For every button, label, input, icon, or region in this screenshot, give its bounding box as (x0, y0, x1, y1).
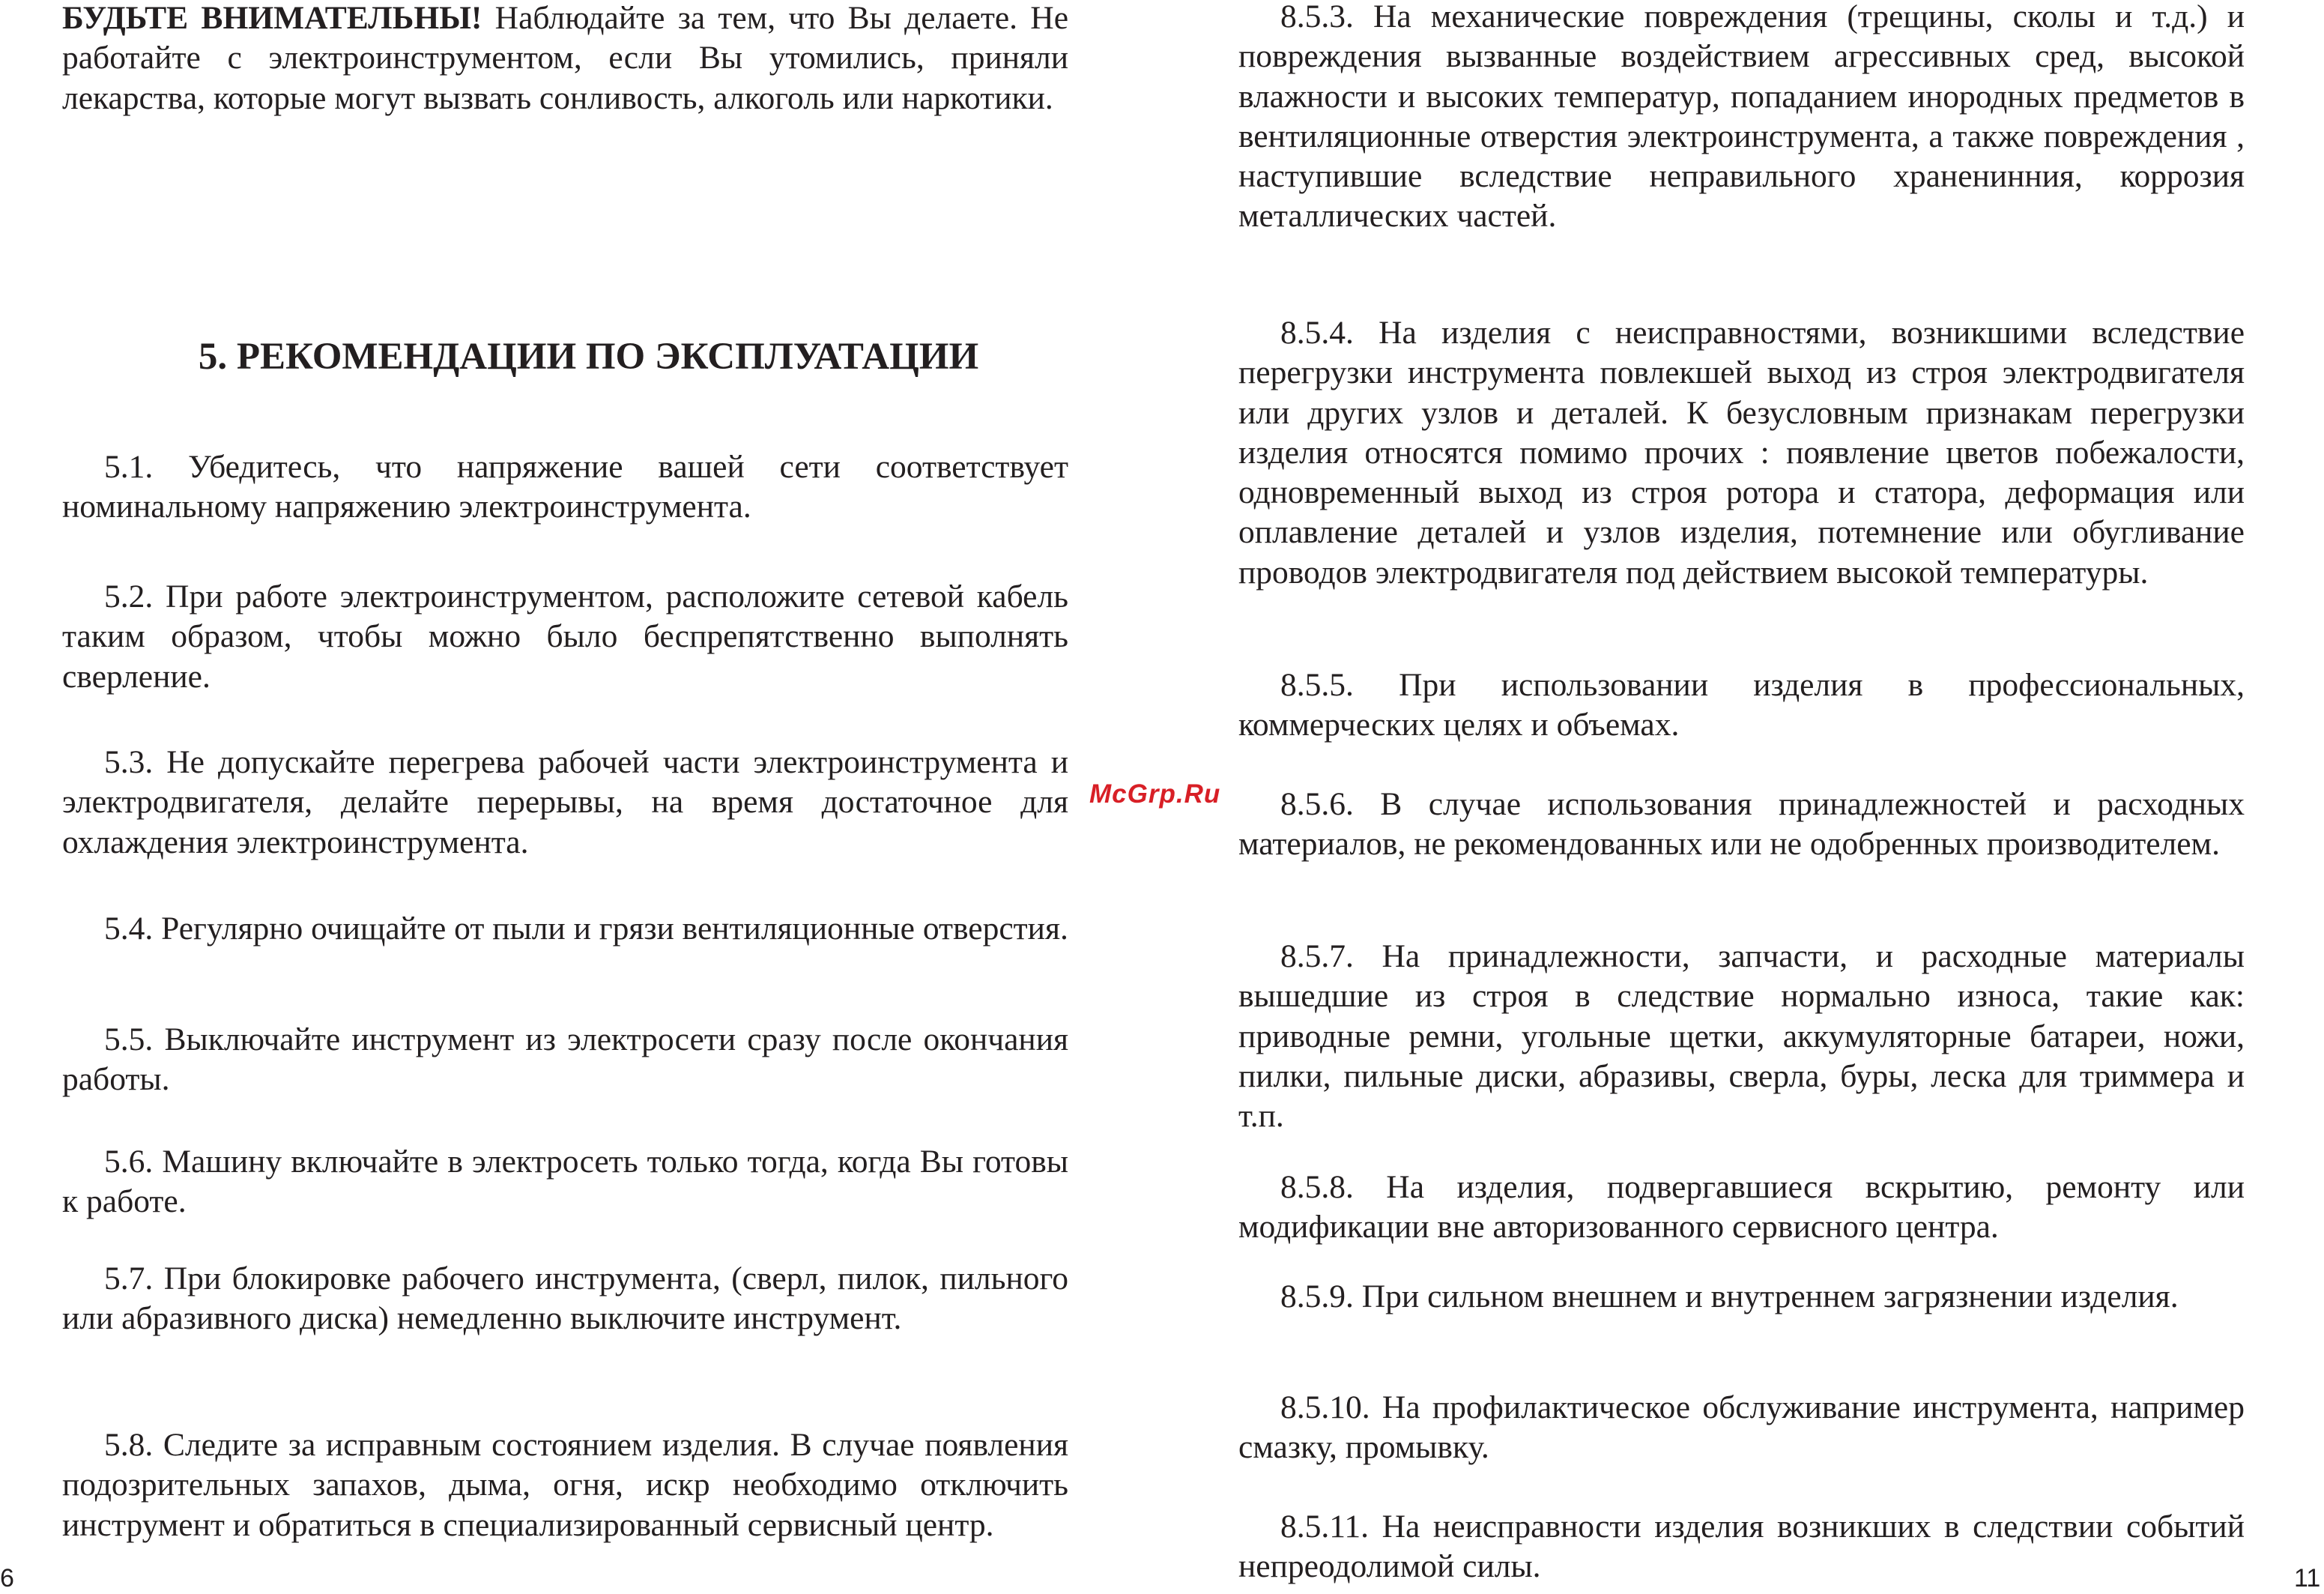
item-8-5-5: 8.5.5. При использовании изделия в профессиональных, коммерческих целях и объемах. (1238, 667, 2245, 743)
item-8-5-9: 8.5.9. При сильном внешнем и внутреннем загрязнении изделия. (1280, 1278, 2179, 1314)
item-8-5-10: 8.5.10. На профилактическое обслуживание инструмента, например смазку, промывку. (1238, 1389, 2245, 1466)
item-8-5-11: 8.5.11. На неисправности изделия возникших в следствии событий непреодолимой силы. (1238, 1509, 2245, 1585)
item-8-5-8: 8.5.8. На изделия, подвергавшиеся вскрытию, ремонту или модификации вне авторизованного сервисного центра. (1238, 1169, 2245, 1246)
item-5-8: 5.8. Следите за исправным состоянием изделия. В случае появления подозрительных запахов, дыма, огня, искр необходимо отключить инструмент и обратиться в специализированный сервисный центр. (62, 1427, 1068, 1543)
item-8-5-7: 8.5.7. На принадлежности, запчасти, и расходные материалы вышедшие из строя в следствие нормально износа, такие как: приводные ремни, угольные щетки, аккумуляторные батареи, ножи, пилки, пильные диски, абразивы, сверла, буры, леска для триммера и т.п. (1238, 938, 2245, 1135)
item-8-5-4: 8.5.4. На изделия с неисправностями, возникшими вследствие перегрузки инструмента повлекшей выход из строя электродвигателя или других узлов и деталей. К безусловным признакам перегрузки изделия относятся помимо прочих : появление цветов побежалости, одновременный выход из строя ротора и статора, деформация или оплавление деталей и узлов изделия, потемнение или обугливание проводов электродвигателя под действием высокой температуры. (1238, 315, 2245, 591)
item-5-2: 5.2. При работе электроинструментом, расположите сетевой кабель таким образом, чтобы можно было беспрепятственно выполнять сверление. (62, 579, 1068, 695)
item-5-4: 5.4. Регулярно очищайте от пыли и грязи вентиляционные отверстия. (104, 911, 1068, 947)
page-number-left: 6 (0, 1564, 14, 1593)
watermark: McGrp.Ru (1089, 779, 1221, 809)
page-number-right: 11 (2294, 1564, 2321, 1593)
section-title: 5. РЕКОМЕНДАЦИИ ПО ЭКСПЛУАТАЦИИ (198, 336, 979, 378)
item-5-3: 5.3. Не допускайте перегрева рабочей части электроинструмента и электродвигателя, делайте перерывы, на время достаточное для охлаждения электроинструмента. (62, 744, 1068, 860)
item-5-1: 5.1. Убедитесь, что напряжение вашей сети соответствует номинальному напряжению электроинструмента. (62, 449, 1068, 525)
warning-bold: БУДЬТЕ ВНИМАТЕЛЬНЫ! (62, 0, 482, 36)
item-5-5: 5.5. Выключайте инструмент из электросети сразу после окончания работы. (62, 1021, 1068, 1098)
warning-text: Наблюдайте за тем, что Вы делаете. Не работайте с электроинструментом, если Вы утомились, приняли лекарства, которые могут вызвать сонливость, алкоголь или наркотики. (62, 0, 1069, 116)
warning-paragraph (62, 0, 1068, 118)
item-8-5-6: 8.5.6. В случае использования принадлежностей и расходных материалов, не рекомендованных или не одобренных производителем. (1238, 786, 2245, 863)
item-8-5-3: 8.5.3. На механические повреждения (трещины, сколы и т.д.) и повреждения вызванные воздействием агрессивных сред, высокой влажности и высоких температур, попаданием инородных предметов в вентиляционные отверстия электроинструмента, а также повреждения , наступившие вследствие неправильного храненинния, коррозия металлических частей. (1238, 0, 2245, 235)
item-5-7: 5.7. При блокировке рабочего инструмента, (сверл, пилок, пильного или абразивного диска) немедленно выключите инструмент. (62, 1261, 1068, 1337)
item-5-6: 5.6. Машину включайте в электросеть только тогда, когда Вы готовы к работе. (62, 1144, 1068, 1220)
